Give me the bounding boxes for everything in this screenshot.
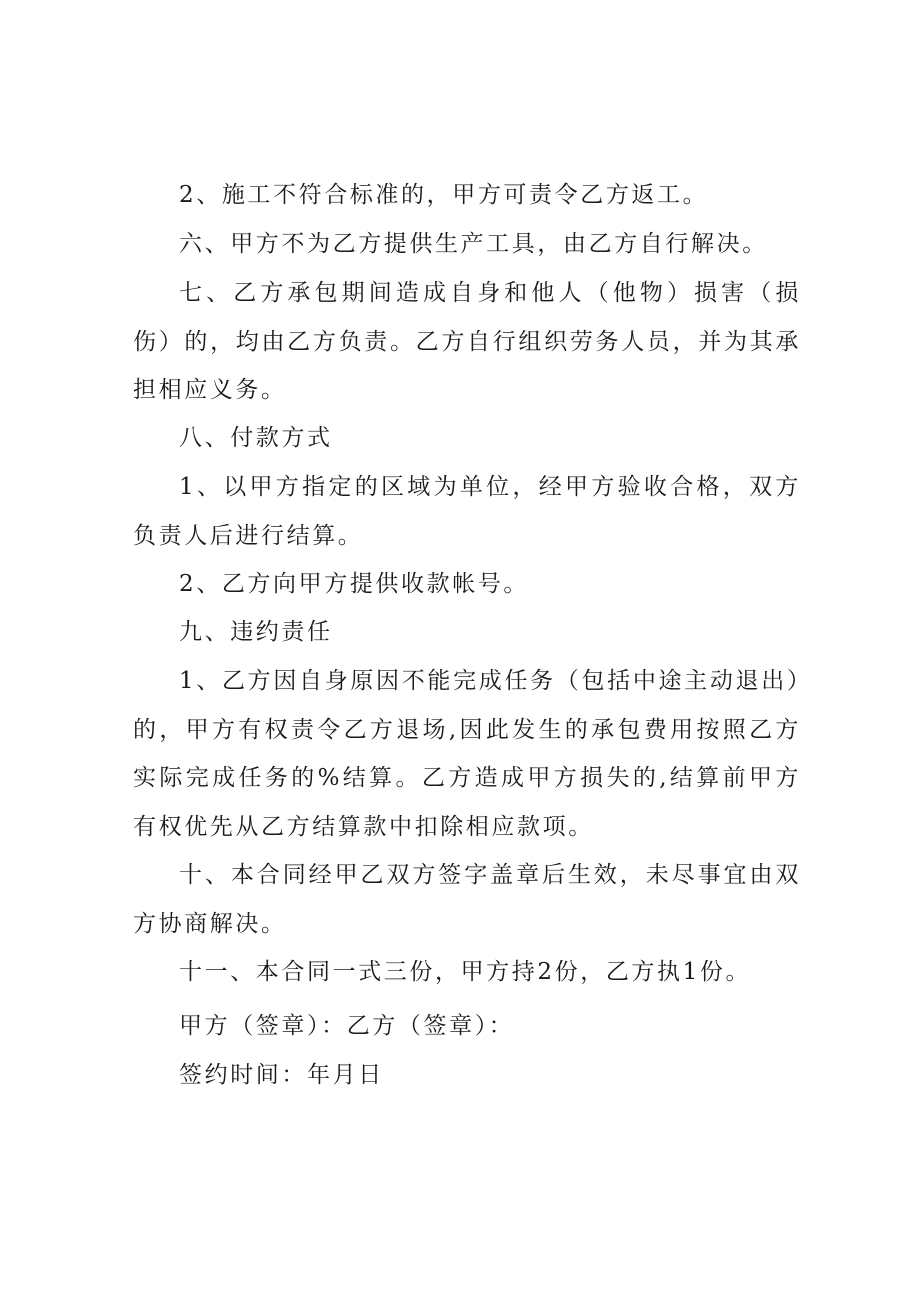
clause-2-rework: 2、施工不符合标准的，甲方可责令乙方返工。 (179, 182, 709, 208)
clause-9-1-breach: 1、乙方因自身原因不能完成任务（包括中途主动退出）的，甲方有权责令乙方退场,因此发生的承包费用按照乙方实际完成任务的%结算。乙方造成甲方损失的,结算前甲方有权优先从乙方结算款中扣除相应款项。 (133, 668, 801, 840)
clause-8-2-account: 2、乙方向甲方提供收款帐号。 (179, 571, 530, 597)
clause-6-tools: 六、甲方不为乙方提供生产工具，由乙方自行解决。 (179, 231, 768, 257)
clause-8-heading: 八、付款方式 (179, 425, 333, 451)
signing-date-line: 签约时间：年月日 (179, 1062, 384, 1088)
signature-line: 甲方（签章）：乙方（签章）： (179, 1013, 515, 1039)
clause-8-1-settlement: 1、以甲方指定的区域为单位，经甲方验收合格，双方负责人后进行结算。 (133, 474, 801, 549)
clause-11-copies: 十一、本合同一式三份，甲方持2份，乙方执1份。 (179, 959, 752, 985)
clause-9-heading: 九、违约责任 (179, 619, 333, 645)
clause-10-effective: 十、本合同经甲乙双方签字盖章后生效，未尽事宜由双方协商解决。 (133, 862, 801, 937)
clause-7-liability: 七、乙方承包期间造成自身和他人（他物）损害（损伤）的，均由乙方负责。乙方自行组织劳务人员，并为其承担相应义务。 (133, 280, 801, 403)
